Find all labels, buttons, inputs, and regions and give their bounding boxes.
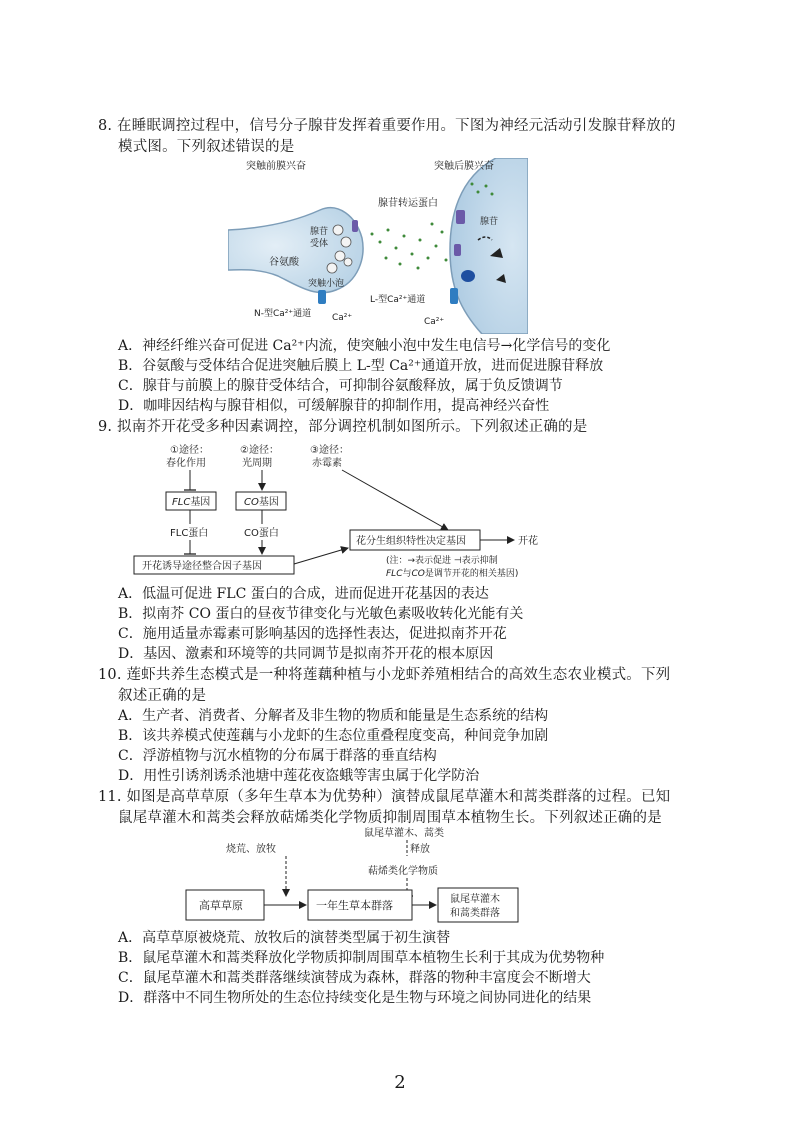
q11-option-b: B．鼠尾草灌木和蒿类释放化学物质抑制周围草本植物生长利于其成为优势物种 xyxy=(118,950,605,966)
q10-option-a: A．生产者、消费者、分解者及非生物的物质和能量是生态系统的结构 xyxy=(118,708,549,724)
release-label: 释放 xyxy=(410,844,430,855)
q8-stem-line2: 模式图。下列叙述错误的是 xyxy=(118,139,295,155)
q10-stem-line2: 叙述正确的是 xyxy=(118,688,207,704)
pathway3-label-a: ③途径： xyxy=(310,445,349,456)
q10-stem-line1: 10. 莲虾共养生态模式是一种将莲藕种植与小龙虾养殖相结合的高效生态农业模式。下列 xyxy=(98,667,671,683)
receptor-on-pre xyxy=(352,220,358,232)
receptor-label-2: 受体 xyxy=(310,239,329,249)
n-type-channel xyxy=(318,290,326,304)
post-receptor xyxy=(454,244,461,256)
q11-option-d: D．群落中不同生物所处的生态位持续变化是生物与环境之间协同进化的结果 xyxy=(118,990,592,1006)
q11-succession-figure xyxy=(180,826,540,928)
svg-text:FLC基因: FLC基因 xyxy=(172,497,211,508)
q8-stem-line1: 8. 在睡眠调控过程中，信号分子腺苷发挥着重要作用。下图为神经元活动引发腺苷释放的 xyxy=(98,118,676,134)
meristem-gene-label: 花分生组织特性决定基因 xyxy=(356,536,466,547)
pathway1-label-b: 春化作用 xyxy=(166,458,206,469)
vesicle-label: 突触小泡 xyxy=(308,279,345,289)
q9-option-a: A．低温可促进 FLC 蛋白的合成，进而促进开花基因的表达 xyxy=(118,586,489,602)
sagebrush-label-1: 鼠尾草灌木 xyxy=(450,894,500,905)
post-excite-label: 突触后膜兴奋 xyxy=(434,161,494,172)
release-source-label: 鼠尾草灌木、蒿类 xyxy=(364,828,444,839)
q9-option-d: D．基因、激素和环境等的共同调节是拟南芥开花的根本原因 xyxy=(118,646,494,662)
page-number: 2 xyxy=(394,1072,406,1093)
q11-option-a: A．高草草原被烧荒、放牧后的演替类型属于初生演替 xyxy=(118,930,451,946)
annual-herb-label: 一年生草本群落 xyxy=(316,899,393,912)
burn-graze-label: 烧荒、放牧 xyxy=(226,844,276,855)
pathway2-label-a: ②途径： xyxy=(240,445,279,456)
q8-option-a: A．神经纤维兴奋可促进 Ca²⁺内流，使突触小泡中发生电信号→化学信号的变化 xyxy=(118,338,611,354)
pathway3-label-b: 赤霉素 xyxy=(312,458,342,469)
flc-protein-label: FLC蛋白 xyxy=(170,528,209,539)
q10-option-d: D．用性引诱剂诱杀池塘中莲花夜盗蛾等害虫属于化学防治 xyxy=(118,768,480,784)
terpene-label: 萜烯类化学物质 xyxy=(368,866,438,877)
q8-option-b: B．谷氨酸与受体结合促进突触后膜上 L-型 Ca²⁺通道开放，进而促进腺苷释放 xyxy=(118,358,604,374)
flowering-label: 开花 xyxy=(518,536,538,547)
q11-stem-line2: 鼠尾草灌木和蒿类会释放萜烯类化学物质抑制周围草本植物生长。下列叙述正确的是 xyxy=(118,810,662,826)
q11-option-c: C．鼠尾草灌木和蒿类群落继续演替成为森林，群落的物种丰富度会不断增大 xyxy=(118,970,591,986)
q9-option-b: B．拟南芥 CO 蛋白的昼夜节律变化与光敏色素吸收转化光能有关 xyxy=(118,606,524,622)
ca-label-2: Ca²⁺ xyxy=(424,317,445,327)
tallgrass-label: 高草草原 xyxy=(199,899,243,912)
q10-option-c: C．浮游植物与沉水植物的分布属于群落的垂直结构 xyxy=(118,748,437,764)
legend-note-1: (注：→表示促进 ⊣表示抑制 xyxy=(386,556,498,566)
q9-stem: 9. 拟南芥开花受多种因素调控，部分调控机制如图所示。下列叙述正确的是 xyxy=(98,419,588,435)
receptor-label-1: 腺苷 xyxy=(310,227,329,237)
pathway2-label-b: 光周期 xyxy=(242,458,272,469)
l-channel-label: L-型Ca²⁺通道 xyxy=(370,295,426,305)
svg-text:CO基因: CO基因 xyxy=(244,497,279,508)
q9-flowering-figure xyxy=(130,440,630,582)
pathway1-label-a: ①途径： xyxy=(170,445,209,456)
q8-option-c: C．腺苷与前膜上的腺苷受体结合，可抑制谷氨酸释放，属于负反馈调节 xyxy=(118,378,563,394)
q10-option-b: B．该共养模式使莲藕与小龙虾的生态位重叠程度变高，种间竞争加剧 xyxy=(118,728,549,744)
adenosine-label: 腺苷 xyxy=(480,217,499,227)
post-organelle xyxy=(461,270,475,282)
n-channel-label: N-型Ca²⁺通道 xyxy=(254,309,312,319)
ca-label-1: Ca²⁺ xyxy=(332,313,353,323)
adenosine-transporter xyxy=(456,210,465,224)
co-protein-label: CO蛋白 xyxy=(244,528,279,539)
transporter-label: 腺苷转运蛋白 xyxy=(378,198,438,209)
integrator-gene-label: 开花诱导途径整合因子基因 xyxy=(142,561,262,572)
q8-option-d: D．咖啡因结构与腺苷相似，可缓解腺苷的抑制作用，提高神经兴奋性 xyxy=(118,398,550,414)
legend-note-2: FLC与CO是调节开花的相关基因) xyxy=(386,569,519,579)
q11-stem-line1: 11. 如图是高草草原（多年生草本为优势种）演替成鼠尾草灌木和蒿类群落的过程。已知 xyxy=(98,789,671,805)
sagebrush-label-2: 和蒿类群落 xyxy=(450,908,500,919)
pre-excite-label: 突触前膜兴奋 xyxy=(246,161,306,172)
glutamate-label: 谷氨酸 xyxy=(269,257,299,268)
l-type-channel xyxy=(450,288,458,304)
q8-synapse-figure xyxy=(228,158,528,334)
q9-option-c: C．施用适量赤霉素可影响基因的选择性表达，促进拟南芥开花 xyxy=(118,626,507,642)
